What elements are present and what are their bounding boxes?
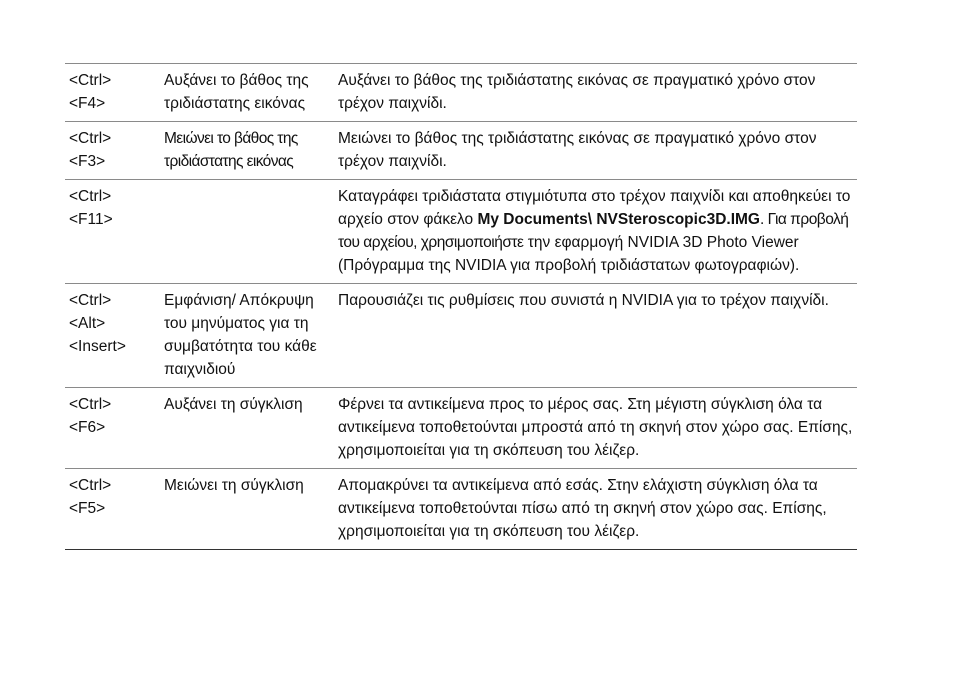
table-row bbox=[65, 284, 857, 388]
key-label: <Ctrl> bbox=[69, 292, 112, 309]
hotkey-cell bbox=[65, 469, 160, 550]
key-label: <Ctrl> bbox=[69, 130, 112, 147]
table-row bbox=[65, 469, 857, 550]
table-row bbox=[65, 180, 857, 284]
hotkey-cell bbox=[65, 388, 160, 469]
hotkey-cell bbox=[65, 180, 160, 284]
key-label: <Ctrl> bbox=[69, 188, 112, 205]
description-text: Καταγράφει τριδιάστατα στιγμιότυπα στο τρέχον παιχνίδι και αποθηκεύει το αρχείο στον φάκελο bbox=[338, 188, 851, 228]
description-cell: Μειώνει το βάθος της τριδιάστατης εικόνας σε πραγματικό χρόνο στον τρέχον παιχνίδι. bbox=[338, 130, 817, 170]
function-cell: Μειώνει το βάθος της τριδιάστατης εικόνας bbox=[164, 130, 298, 170]
key-label: <Ctrl> bbox=[69, 72, 112, 89]
table-row bbox=[65, 122, 857, 180]
description-cell: Φέρνει τα αντικείμενα προς το μέρος σας. Στη μέγιστη σύγκλιση όλα τα αντικείμενα τοποθετούνται μπροστά από τη σκηνή στον χώρο σας. Επίσης, χρησιμοποιείται για τη σκόπευση του λέιζερ. bbox=[338, 396, 853, 459]
stereo-hotkeys-table bbox=[65, 63, 857, 550]
function-cell: Μειώνει τη σύγκλιση bbox=[164, 477, 304, 494]
hotkey-cell bbox=[65, 64, 160, 122]
description-text: την εφαρμογή NVIDIA 3D Photo Viewer (Πρόγραμμα της NVIDIA για προβολή τριδιάστατων φωτογραφιών). bbox=[338, 234, 800, 274]
description-cell: Παρουσιάζει τις ρυθμίσεις που συνιστά η NVIDIA για το τρέχον παιχνίδι. bbox=[338, 292, 829, 309]
function-cell bbox=[160, 180, 334, 284]
key-label: <F3> bbox=[69, 153, 106, 170]
function-cell: Αυξάνει τη σύγκλιση bbox=[164, 396, 303, 413]
table-row bbox=[65, 64, 857, 122]
hotkey-cell bbox=[65, 122, 160, 180]
key-label: <F4> bbox=[69, 95, 106, 112]
hotkey-cell bbox=[65, 284, 160, 388]
key-label: <Ctrl> bbox=[69, 477, 112, 494]
key-label: <F5> bbox=[69, 500, 106, 517]
description-text: . Για προβολή του αρχείου, χρησιμοποιήστε bbox=[338, 211, 849, 251]
function-cell: Αυξάνει το βάθος της τριδιάστατης εικόνας bbox=[164, 72, 309, 112]
key-label: <Alt> bbox=[69, 315, 106, 332]
description-cell: Απομακρύνει τα αντικείμενα από εσάς. Στην ελάχιστη σύγκλιση όλα τα αντικείμενα τοποθετούνται πίσω από τη σκηνή στον χώρο σας. Επίσης, χρησιμοποιείται για τη σκόπευση του λέιζερ. bbox=[338, 477, 827, 540]
function-cell: Εμφάνιση/ Απόκρυψη του μηνύματος για τη συμβατότητα του κάθε παιχνιδιού bbox=[164, 292, 317, 378]
description-cell: Αυξάνει το βάθος της τριδιάστατης εικόνας σε πραγματικό χρόνο στον τρέχον παιχνίδι. bbox=[338, 72, 816, 112]
description-cell bbox=[334, 180, 857, 284]
key-label: <F6> bbox=[69, 419, 106, 436]
key-label: <Insert> bbox=[69, 338, 126, 355]
key-label: <Ctrl> bbox=[69, 396, 112, 413]
table-row bbox=[65, 388, 857, 469]
folder-path: My Documents\ NVSteroscopic3D.IMG bbox=[477, 211, 760, 228]
key-label: <F11> bbox=[69, 211, 113, 228]
